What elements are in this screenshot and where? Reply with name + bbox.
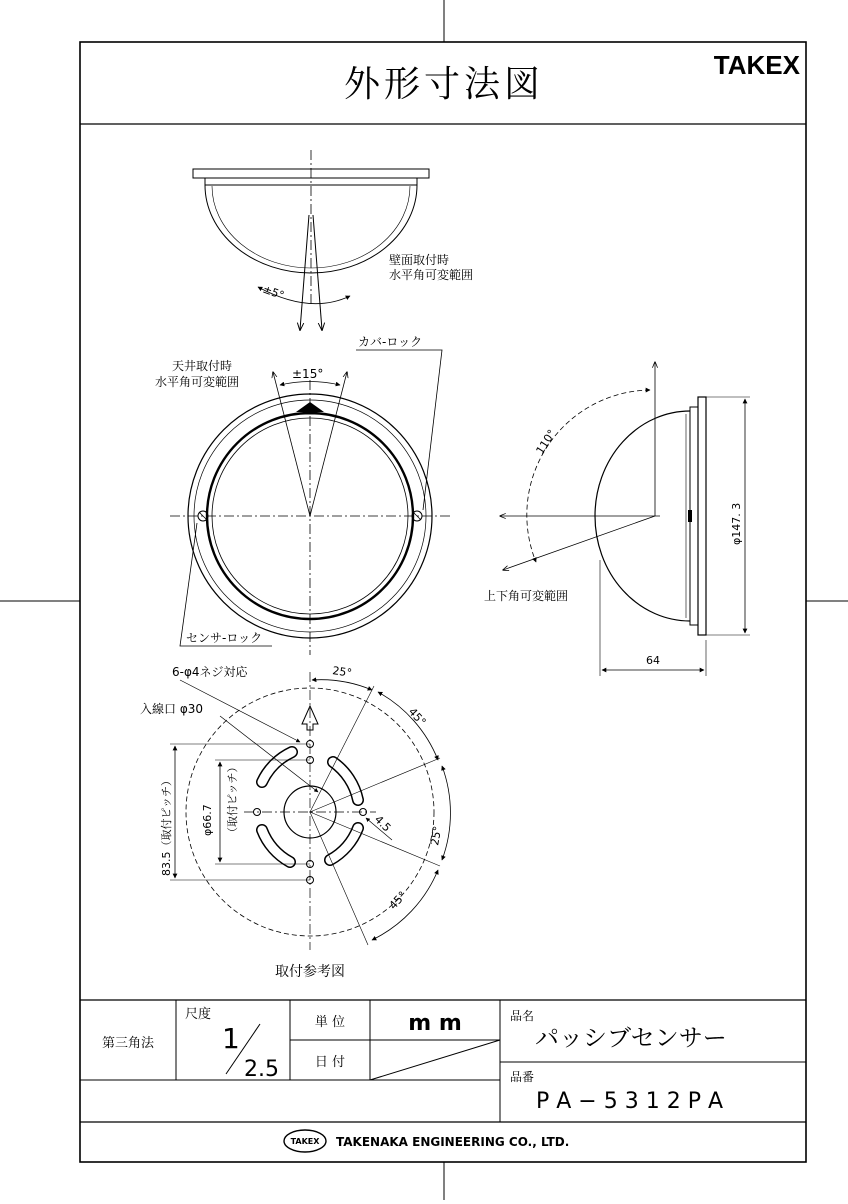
projection-label: 第三角法 <box>101 1036 155 1051</box>
cable-inlet-label: 入線口 φ30 <box>140 702 204 716</box>
ceiling-label-1: 天井取付時 <box>172 359 233 373</box>
diameter-label: φ147. 3 <box>730 502 743 545</box>
footer-logo-text: TAKEX <box>290 1137 320 1146</box>
angle-45-top-label: 45° <box>405 705 429 729</box>
product-number-label: 品番 <box>510 1070 535 1084</box>
slot-width-label: 4.5 <box>371 812 394 835</box>
mounting-caption: 取付参考図 <box>275 964 345 980</box>
sensor-lock-label: センサ-ロック <box>186 631 263 645</box>
depth-label: 64 <box>646 654 660 667</box>
angle-25-right-label: 25° <box>428 825 445 847</box>
scale-label: 尺度 <box>185 1007 212 1022</box>
product-name-label: 品名 <box>510 1009 535 1023</box>
date-label: 日 付 <box>314 1055 346 1070</box>
scale-numerator: 1 <box>222 1022 240 1055</box>
front-angle-label: ±15° <box>292 367 324 381</box>
sheet-header <box>344 50 801 105</box>
front-view <box>170 350 450 655</box>
top-view <box>193 150 429 330</box>
top-view-angle-label: ±5° <box>260 282 286 303</box>
brand-logo: TAKEX <box>713 50 800 80</box>
screw-label: 6-φ4ネジ対応 <box>172 665 248 679</box>
ceiling-label-2: 水平角可変範囲 <box>155 375 240 389</box>
unit-value: m m <box>408 1011 462 1036</box>
product-number: P A − 5 3 1 2 P A <box>536 1089 723 1114</box>
unit-label: 単 位 <box>314 1015 346 1030</box>
angle-45-bottom-label: 45° <box>386 888 410 913</box>
product-name: パッシブセンサー <box>535 1024 727 1052</box>
footer-logo-badge <box>284 1130 326 1152</box>
pitch-inner-value: φ66.7 <box>201 804 214 836</box>
side-angle-label: 110° <box>533 427 559 457</box>
side-range-label: 上下角可変範囲 <box>484 589 569 603</box>
top-view-range-label-1: 壁面取付時 <box>389 253 450 267</box>
pitch-inner-note: （取付ピッチ） <box>226 761 239 838</box>
company-name: TAKENAKA ENGINEERING CO., LTD. <box>336 1135 570 1149</box>
side-view <box>500 362 750 676</box>
page-title: 外形寸法図 <box>343 64 545 105</box>
pitch-outer-label: 83.5（取付ピッチ） <box>160 774 173 876</box>
angle-25-top-label: 25° <box>331 664 353 680</box>
top-view-range-label-2: 水平角可変範囲 <box>389 268 474 282</box>
cover-lock-label: カバ-ロック <box>358 335 423 349</box>
scale-denominator: 2.5 <box>244 1057 279 1082</box>
